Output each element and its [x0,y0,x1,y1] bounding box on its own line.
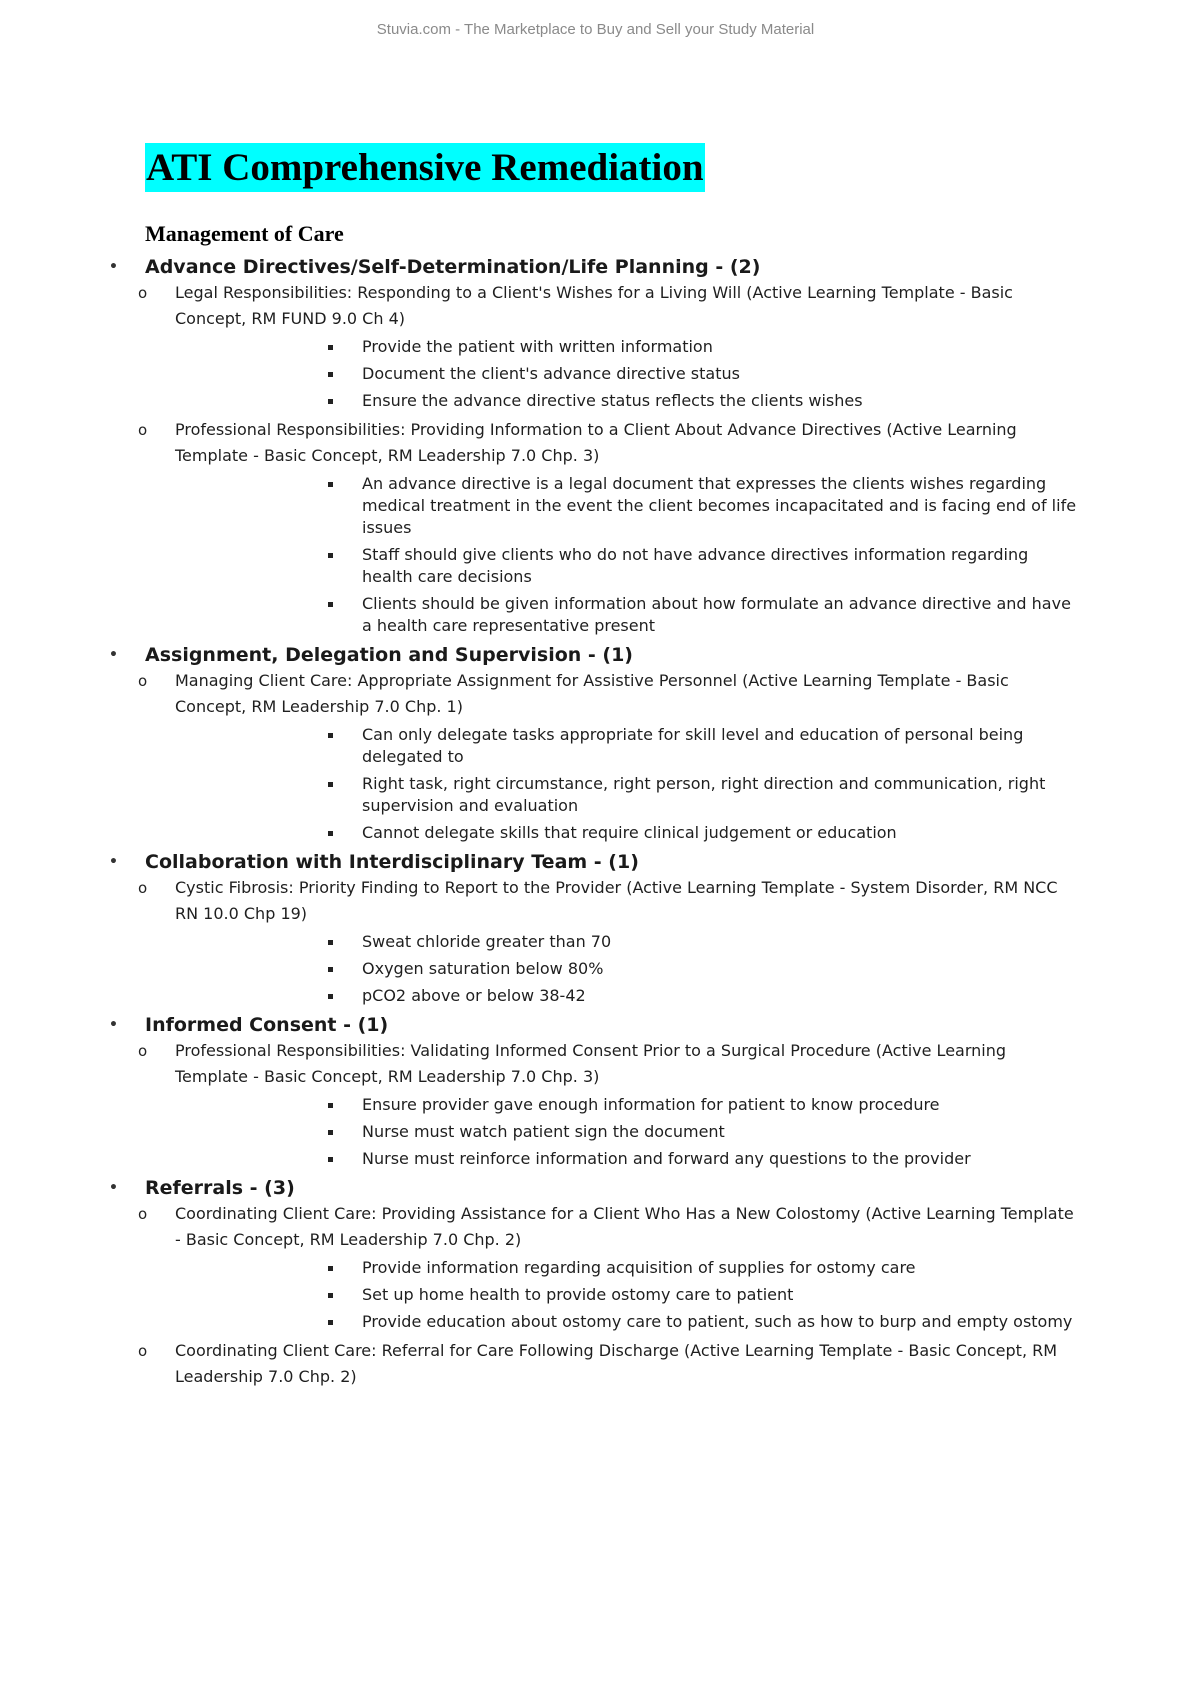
topic-section [0,1175,1191,1390]
bullet-text: Provide information regarding acquisition of supplies for ostomy care [362,1258,916,1277]
topic-heading-text: Referrals - (3) [145,1177,295,1199]
bullet-point [0,1284,1191,1306]
bullet-dot-icon: • [109,854,118,870]
topic-section [0,642,1191,844]
topic-heading [0,1012,1191,1038]
outline-item-text: Coordinating Client Care: Referral for Care Following Discharge (Active Learning Template - Basic Concept, RM Leadership 7.0 Chp. 2) [175,1341,1058,1386]
bullet-text: Staff should give clients who do not have advance directives information regarding health care decisions [362,545,1029,586]
bullet-dot-icon: • [109,647,118,663]
outline-item-text: Coordinating Client Care: Providing Assistance for a Client Who Has a New Colostomy (Active Learning Template - Basic Concept, RM Leadership 7.0 Chp. 2) [175,1204,1074,1249]
bullet-text: Ensure provider gave enough information for patient to know procedure [362,1095,940,1114]
bullet-point [0,363,1191,385]
bullet-dot-icon: • [109,1017,118,1033]
square-bullet-icon [328,345,333,350]
outline-item [0,1338,1191,1390]
outline-list [0,253,1191,1390]
outline-item-text: Cystic Fibrosis: Priority Finding to Report to the Provider (Active Learning Template - System Disorder, RM NCC RN 10.0 Chp 19) [175,878,1058,923]
bullet-point [0,593,1191,637]
circle-bullet-icon: o [138,284,148,302]
bullet-text: Nurse must watch patient sign the document [362,1122,725,1141]
square-bullet-icon [328,1293,333,1298]
bullet-point [0,1257,1191,1279]
topic-heading-text: Informed Consent - (1) [145,1014,389,1036]
outline-item [0,875,1191,927]
bullet-point [0,1311,1191,1333]
topic-heading-text: Advance Directives/Self-Determination/Life Planning - (2) [145,256,761,278]
bullet-text: Clients should be given information about how formulate an advance directive and have a health care representative present [362,594,1071,635]
square-bullet-icon [328,399,333,404]
square-bullet-icon [328,1157,333,1162]
outline-item [0,1038,1191,1090]
square-bullet-icon [328,602,333,607]
square-bullet-icon [328,553,333,558]
bullet-text: Set up home health to provide ostomy care to patient [362,1285,794,1304]
bullet-dot-icon: • [109,259,118,275]
bullet-list [0,1094,1191,1170]
bullet-point [0,931,1191,953]
bullet-text: Cannot delegate skills that require clinical judgement or education [362,823,897,842]
topic-heading [0,642,1191,668]
bullet-point [0,1094,1191,1116]
outline-item-text: Professional Responsibilities: Providing Information to a Client About Advance Directives (Active Learning Template - Basic Concept, RM Leadership 7.0 Chp. 3) [175,420,1017,465]
bullet-list [0,931,1191,1007]
bullet-text: Oxygen saturation below 80% [362,959,604,978]
bullet-point [0,773,1191,817]
bullet-point [0,544,1191,588]
bullet-text: Nurse must reinforce information and forward any questions to the provider [362,1149,971,1168]
square-bullet-icon [328,940,333,945]
bullet-text: pCO2 above or below 38-42 [362,986,586,1005]
section-heading: Management of Care [145,221,344,246]
topic-section [0,254,1191,637]
circle-bullet-icon: o [138,1205,148,1223]
watermark-text: Stuvia.com - The Marketplace to Buy and Sell your Study Material [376,21,815,38]
outline-item [0,280,1191,332]
square-bullet-icon [328,372,333,377]
circle-bullet-icon: o [138,672,148,690]
outline-item-text: Managing Client Care: Appropriate Assignment for Assistive Personnel (Active Learning Template - Basic Concept, RM Leadership 7.0 Chp. 1) [175,671,1009,716]
bullet-point [0,336,1191,358]
bullet-text: Document the client's advance directive status [362,364,740,383]
topic-heading [0,849,1191,875]
topic-heading [0,1175,1191,1201]
bullet-text: Provide the patient with written information [362,337,713,356]
square-bullet-icon [328,994,333,999]
bullet-list [0,1257,1191,1333]
bullet-point [0,958,1191,980]
circle-bullet-icon: o [138,421,148,439]
bullet-text: Can only delegate tasks appropriate for skill level and education of personal being delegated to [362,725,1024,766]
outline-item-text: Legal Responsibilities: Responding to a Client's Wishes for a Living Will (Active Learning Template - Basic Concept, RM FUND 9.0 Ch 4) [175,283,1013,328]
square-bullet-icon [328,482,333,487]
bullet-point [0,473,1191,539]
bullet-point [0,985,1191,1007]
outline-item-text: Professional Responsibilities: Validating Informed Consent Prior to a Surgical Procedure (Active Learning Template - Basic Concept, RM Leadership 7.0 Chp. 3) [175,1041,1007,1086]
bullet-text: An advance directive is a legal document that expresses the clients wishes regarding medical treatment in the event the client becomes incapacitated and is facing end of life issues [362,474,1077,537]
bullet-list [0,724,1191,844]
bullet-text: Right task, right circumstance, right person, right direction and communication, right supervision and evaluation [362,774,1046,815]
square-bullet-icon [328,1103,333,1108]
square-bullet-icon [328,733,333,738]
bullet-text: Provide education about ostomy care to patient, such as how to burp and empty ostomy [362,1312,1073,1331]
topic-section [0,849,1191,1007]
bullet-list [0,336,1191,412]
topic-heading-text: Assignment, Delegation and Supervision - (1) [145,644,633,666]
square-bullet-icon [328,831,333,836]
outline-item [0,417,1191,469]
circle-bullet-icon: o [138,879,148,897]
circle-bullet-icon: o [138,1042,148,1060]
bullet-point [0,1148,1191,1170]
bullet-dot-icon: • [109,1180,118,1196]
topic-section [0,1012,1191,1170]
square-bullet-icon [328,967,333,972]
topic-heading-text: Collaboration with Interdisciplinary Team - (1) [145,851,639,873]
square-bullet-icon [328,782,333,787]
bullet-point [0,1121,1191,1143]
bullet-list [0,473,1191,637]
bullet-point [0,822,1191,844]
circle-bullet-icon: o [138,1342,148,1360]
square-bullet-icon [328,1266,333,1271]
document-title: ATI Comprehensive Remediation [145,143,705,192]
square-bullet-icon [328,1130,333,1135]
outline-item [0,1201,1191,1253]
topic-heading [0,254,1191,280]
square-bullet-icon [328,1320,333,1325]
bullet-point [0,724,1191,768]
outline-item [0,668,1191,720]
bullet-text: Sweat chloride greater than 70 [362,932,612,951]
bullet-point [0,390,1191,412]
bullet-text: Ensure the advance directive status reflects the clients wishes [362,391,863,410]
